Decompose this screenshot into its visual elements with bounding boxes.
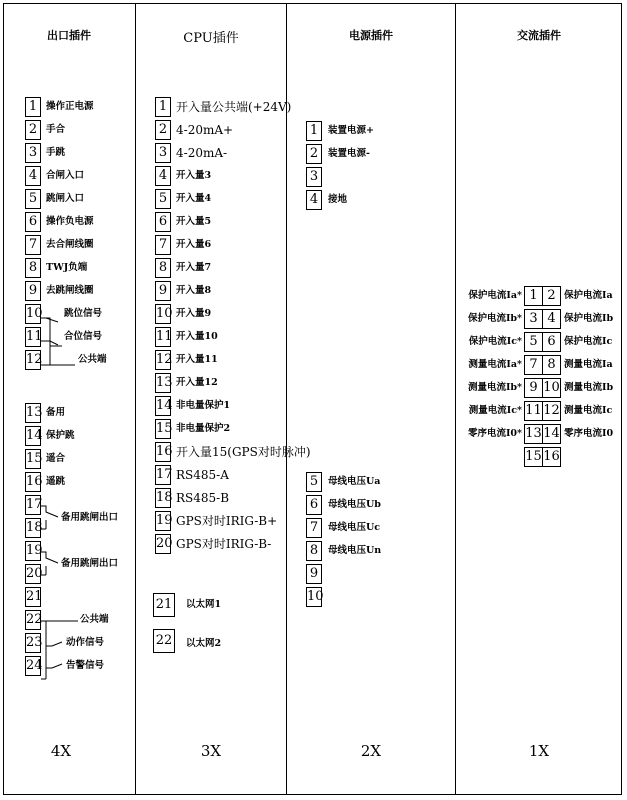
terminal-4x-10-label: 跳位信号	[64, 308, 103, 319]
terminal-3x-18-label: RS485-B	[176, 491, 230, 505]
ethernet-2-label: 以太网2	[186, 638, 222, 649]
terminal-3x-13-label: 开入量12	[176, 377, 218, 388]
terminal-4x-19: 19	[25, 541, 41, 561]
terminal-1x-3: 3	[524, 309, 543, 329]
terminal-1x-11: 11	[524, 401, 543, 421]
column-title-1x: 交流插件	[517, 29, 561, 42]
terminal-1x-2: 2	[542, 286, 561, 306]
terminal-2x-5: 5	[306, 472, 322, 492]
terminal-3x-5: 5	[155, 189, 171, 209]
terminal-4x-2: 2	[25, 120, 41, 140]
terminal-3x-16: 16	[155, 442, 171, 462]
terminal-4x-24-label: 告警信号	[66, 660, 105, 671]
terminal-4x-9-label: 去跳闸线圈	[46, 285, 94, 296]
terminal-4x-12: 12	[25, 350, 41, 370]
terminal-4x-11-label: 合位信号	[64, 331, 103, 342]
terminal-3x-12-label: 开入量11	[176, 354, 218, 365]
terminal-2x-9: 9	[306, 564, 322, 584]
terminal-2x-1: 1	[306, 121, 322, 141]
terminal-3x-2: 2	[155, 120, 171, 140]
terminal-4x-11: 11	[25, 327, 41, 347]
column-divider	[135, 3, 136, 795]
terminal-4x-4: 4	[25, 166, 41, 186]
terminal-3x-15-label: 非电量保护2	[176, 423, 231, 434]
terminal-1x-8: 8	[542, 355, 561, 375]
terminal-2x-7-label: 母线电压Uc	[328, 522, 381, 533]
column-footer-1x: 1X	[528, 742, 550, 760]
terminal-4x-8-label: TWJ负端	[46, 262, 88, 273]
column-title-3x: CPU插件	[183, 31, 239, 46]
spare-trip-output-19-20: 备用跳闸出口	[61, 558, 119, 569]
terminal-2x-3: 3	[306, 167, 322, 187]
terminal-1x-9: 9	[524, 378, 543, 398]
terminal-3x-16-label: 开入量15(GPS对时脉冲)	[176, 445, 311, 459]
terminal-4x-16: 16	[25, 472, 41, 492]
terminal-2x-4-label: 接地	[328, 194, 348, 205]
terminal-3x-1: 1	[155, 97, 171, 117]
terminal-4x-23: 23	[25, 633, 41, 653]
terminal-2x-8: 8	[306, 541, 322, 561]
terminal-4x-3-label: 手跳	[46, 147, 66, 158]
terminal-4x-10: 10	[25, 304, 41, 324]
terminal-4x-15: 15	[25, 449, 41, 469]
terminal-3x-20: 20	[155, 534, 171, 554]
ac-right-label-12: 测量电流Ic	[564, 405, 613, 416]
terminal-2x-7: 7	[306, 518, 322, 538]
terminal-2x-4: 4	[306, 190, 322, 210]
ac-right-label-2: 保护电流Ia	[564, 290, 613, 301]
terminal-1x-15: 15	[524, 447, 543, 467]
terminal-4x-16-label: 遥跳	[46, 476, 66, 487]
terminal-4x-2-label: 手合	[46, 124, 66, 135]
terminal-1x-5: 5	[524, 332, 543, 352]
terminal-4x-22-label: 公共端	[80, 614, 109, 625]
terminal-4x-5: 5	[25, 189, 41, 209]
terminal-3x-13: 13	[155, 373, 171, 393]
ac-left-label-7: 测量电流Ia*	[468, 359, 522, 370]
terminal-3x-4: 4	[155, 166, 171, 186]
terminal-3x-18: 18	[155, 488, 171, 508]
terminal-1x-7: 7	[524, 355, 543, 375]
terminal-3x-15: 15	[155, 419, 171, 439]
terminal-3x-14-label: 非电量保护1	[176, 400, 231, 411]
terminal-3x-12: 12	[155, 350, 171, 370]
ac-left-label-9: 测量电流Ib*	[467, 382, 522, 393]
terminal-2x-2-label: 装置电源-	[328, 148, 370, 159]
terminal-4x-12-label: 公共端	[78, 354, 107, 365]
terminal-3x-7: 7	[155, 235, 171, 255]
ac-left-label-11: 测量电流Ic*	[468, 405, 522, 416]
terminal-3x-21: 21	[153, 593, 175, 617]
terminal-4x-6-label: 操作负电源	[46, 216, 94, 227]
terminal-4x-7-label: 去合闸线圈	[46, 239, 94, 250]
column-divider	[455, 3, 456, 795]
terminal-1x-14: 14	[542, 424, 561, 444]
terminal-3x-6-label: 开入量5	[176, 216, 212, 227]
terminal-1x-12: 12	[542, 401, 561, 421]
terminal-4x-22: 22	[25, 610, 41, 630]
column-divider	[286, 3, 287, 795]
terminal-1x-4: 4	[542, 309, 561, 329]
ac-right-label-6: 保护电流Ic	[564, 336, 613, 347]
terminal-4x-18: 18	[25, 518, 41, 538]
terminal-4x-14: 14	[25, 426, 41, 446]
terminal-4x-1: 1	[25, 97, 41, 117]
ac-right-label-10: 测量电流Ib	[564, 382, 614, 393]
column-footer-3x: 3X	[200, 742, 222, 760]
ac-left-label-5: 保护电流Ic*	[468, 336, 522, 347]
terminal-2x-6: 6	[306, 495, 322, 515]
spare-trip-output-17-18: 备用跳闸出口	[61, 512, 119, 523]
terminal-3x-7-label: 开入量6	[176, 239, 212, 250]
ac-left-label-1: 保护电流Ia*	[468, 290, 522, 301]
column-title-2x: 电源插件	[349, 29, 393, 42]
terminal-3x-1-label: 开入量公共端(+24V)	[176, 100, 292, 114]
terminal-3x-14: 14	[155, 396, 171, 416]
terminal-3x-9-label: 开入量8	[176, 285, 212, 296]
terminal-4x-9: 9	[25, 281, 41, 301]
terminal-3x-3: 3	[155, 143, 171, 163]
terminal-3x-5-label: 开入量4	[176, 193, 212, 204]
ac-left-label-3: 保护电流Ib*	[467, 313, 522, 324]
terminal-3x-17-label: RS485-A	[176, 468, 229, 482]
terminal-3x-11-label: 开入量10	[176, 331, 218, 342]
terminal-3x-6: 6	[155, 212, 171, 232]
terminal-4x-15-label: 遥合	[46, 453, 66, 464]
terminal-4x-5-label: 跳闸入口	[46, 193, 85, 204]
terminal-3x-20-label: GPS对时IRIG-B-	[176, 537, 272, 551]
terminal-4x-3: 3	[25, 143, 41, 163]
terminal-1x-6: 6	[542, 332, 561, 352]
terminal-4x-13: 13	[25, 403, 41, 423]
ac-right-label-4: 保护电流Ib	[564, 313, 614, 324]
terminal-3x-17: 17	[155, 465, 171, 485]
ac-right-label-8: 测量电流Ia	[564, 359, 613, 370]
ac-left-label-13: 零序电流I0*	[467, 428, 522, 439]
terminal-3x-10: 10	[155, 304, 171, 324]
terminal-2x-10: 10	[306, 587, 322, 607]
terminal-3x-10-label: 开入量9	[176, 308, 212, 319]
terminal-1x-16: 16	[542, 447, 561, 467]
terminal-4x-8: 8	[25, 258, 41, 278]
terminal-2x-6-label: 母线电压Ub	[328, 499, 381, 510]
terminal-4x-4-label: 合闸入口	[46, 170, 85, 181]
ac-right-label-14: 零序电流I0	[564, 428, 614, 439]
terminal-3x-19-label: GPS对时IRIG-B+	[176, 514, 278, 528]
terminal-4x-23-label: 动作信号	[66, 637, 105, 648]
terminal-4x-14-label: 保护跳	[46, 430, 75, 441]
terminal-4x-13-label: 备用	[46, 407, 66, 418]
terminal-3x-22: 22	[153, 629, 175, 653]
terminal-3x-4-label: 开入量3	[176, 170, 212, 181]
terminal-4x-20: 20	[25, 564, 41, 584]
terminal-1x-10: 10	[542, 378, 561, 398]
terminal-4x-17: 17	[25, 495, 41, 515]
terminal-3x-9: 9	[155, 281, 171, 301]
column-footer-2x: 2X	[360, 742, 382, 760]
terminal-2x-1-label: 装置电源+	[328, 125, 374, 136]
terminal-4x-7: 7	[25, 235, 41, 255]
ethernet-1-label: 以太网1	[186, 599, 222, 610]
terminal-4x-6: 6	[25, 212, 41, 232]
terminal-3x-8-label: 开入量7	[176, 262, 212, 273]
terminal-3x-2-label: 4-20mA+	[176, 123, 234, 137]
terminal-4x-24: 24	[25, 656, 41, 676]
terminal-3x-19: 19	[155, 511, 171, 531]
terminal-3x-11: 11	[155, 327, 171, 347]
terminal-2x-8-label: 母线电压Un	[328, 545, 382, 556]
column-title-4x: 出口插件	[47, 29, 91, 42]
terminal-2x-5-label: 母线电压Ua	[328, 476, 381, 487]
terminal-2x-2: 2	[306, 144, 322, 164]
terminal-4x-21: 21	[25, 587, 41, 607]
terminal-4x-1-label: 操作正电源	[46, 101, 94, 112]
terminal-1x-13: 13	[524, 424, 543, 444]
column-footer-4x: 4X	[50, 742, 72, 760]
terminal-3x-3-label: 4-20mA-	[176, 146, 228, 160]
terminal-1x-1: 1	[524, 286, 543, 306]
terminal-3x-8: 8	[155, 258, 171, 278]
